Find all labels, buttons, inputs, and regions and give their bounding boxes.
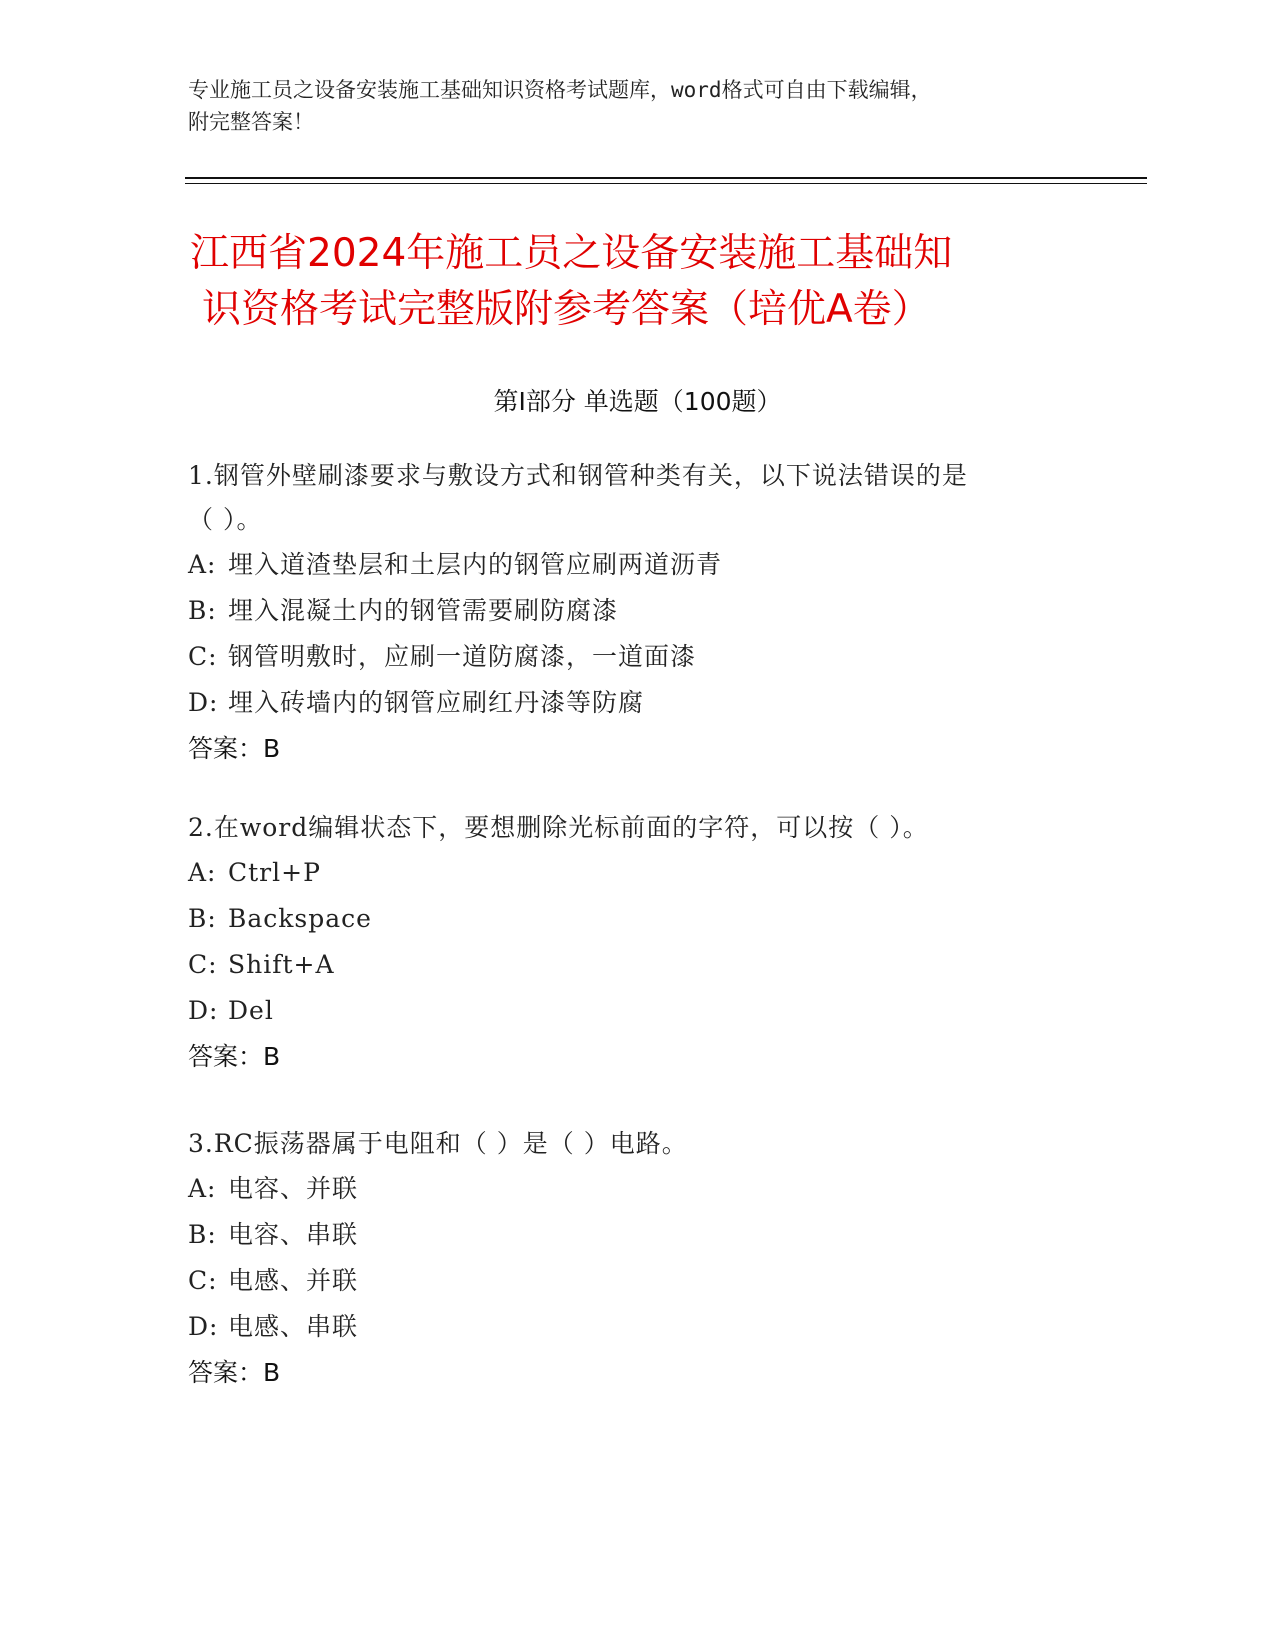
- option-text: Ctrl+P: [228, 858, 321, 887]
- question-1: [188, 454, 1088, 772]
- header-note-line-2: 附完整答案！: [188, 110, 314, 134]
- option-key: D:: [188, 688, 219, 717]
- question-text-line-1: 2.在word编辑状态下，要想删除光标前面的字符，可以按（ ）。: [188, 813, 929, 842]
- option-d: [188, 1304, 1088, 1350]
- option-b: [188, 588, 1088, 634]
- header-divider-thin: [185, 183, 1147, 184]
- document-title: [190, 226, 1090, 338]
- question-text-line-2: （ ）。: [188, 505, 263, 534]
- option-c: [188, 1258, 1088, 1304]
- option-key: D:: [188, 1312, 219, 1341]
- question-3: [188, 1122, 1088, 1396]
- option-key: B:: [188, 1220, 217, 1249]
- option-a: [188, 850, 1088, 896]
- option-c: [188, 634, 1088, 680]
- option-key: A:: [188, 1174, 217, 1203]
- option-text: 电感、并联: [228, 1266, 359, 1295]
- section-title: 第Ⅰ部分 单选题（100题）: [493, 387, 782, 416]
- answer-line: 答案：B: [188, 734, 281, 763]
- option-key: A:: [188, 550, 217, 579]
- option-text: 电容、并联: [228, 1174, 359, 1203]
- option-text: Del: [228, 996, 274, 1025]
- answer-line: 答案：B: [188, 1042, 281, 1071]
- option-text: 埋入道渣垫层和土层内的钢管应刷两道沥青: [228, 550, 723, 579]
- option-b: [188, 1212, 1088, 1258]
- option-a: [188, 542, 1088, 588]
- option-text: 电容、串联: [228, 1220, 359, 1249]
- option-text: Backspace: [228, 904, 372, 933]
- option-a: [188, 1166, 1088, 1212]
- option-c: [188, 942, 1088, 988]
- document-title-line-2: 识资格考试完整版附参考答案（培优A卷）: [202, 287, 931, 332]
- question-2: [188, 806, 1088, 1080]
- option-b: [188, 896, 1088, 942]
- option-key: C:: [188, 950, 218, 979]
- option-key: B:: [188, 596, 217, 625]
- header-divider-thick: [185, 177, 1147, 179]
- option-d: [188, 988, 1088, 1034]
- option-d: [188, 680, 1088, 726]
- option-text: Shift+A: [228, 950, 335, 979]
- header-note: [188, 74, 1068, 138]
- option-key: D:: [188, 996, 219, 1025]
- document-title-line-1: 江西省2024年施工员之设备安装施工基础知: [190, 231, 953, 276]
- question-text-line-1: 1.钢管外壁刷漆要求与敷设方式和钢管种类有关，以下说法错误的是: [188, 461, 968, 490]
- option-key: A:: [188, 858, 217, 887]
- question-text-line-1: 3.RC振荡器属于电阻和（ ）是（ ）电路。: [188, 1129, 688, 1158]
- option-key: C:: [188, 1266, 218, 1295]
- option-text: 埋入砖墙内的钢管应刷红丹漆等防腐: [228, 688, 645, 717]
- option-text: 电感、串联: [228, 1312, 359, 1341]
- answer-line: 答案：B: [188, 1358, 281, 1387]
- option-text: 钢管明敷时，应刷一道防腐漆，一道面漆: [228, 642, 697, 671]
- header-note-line-1: 专业施工员之设备安装施工基础知识资格考试题库，word格式可自由下载编辑，: [188, 78, 932, 102]
- option-key: B:: [188, 904, 217, 933]
- option-text: 埋入混凝土内的钢管需要刷防腐漆: [228, 596, 619, 625]
- option-key: C:: [188, 642, 218, 671]
